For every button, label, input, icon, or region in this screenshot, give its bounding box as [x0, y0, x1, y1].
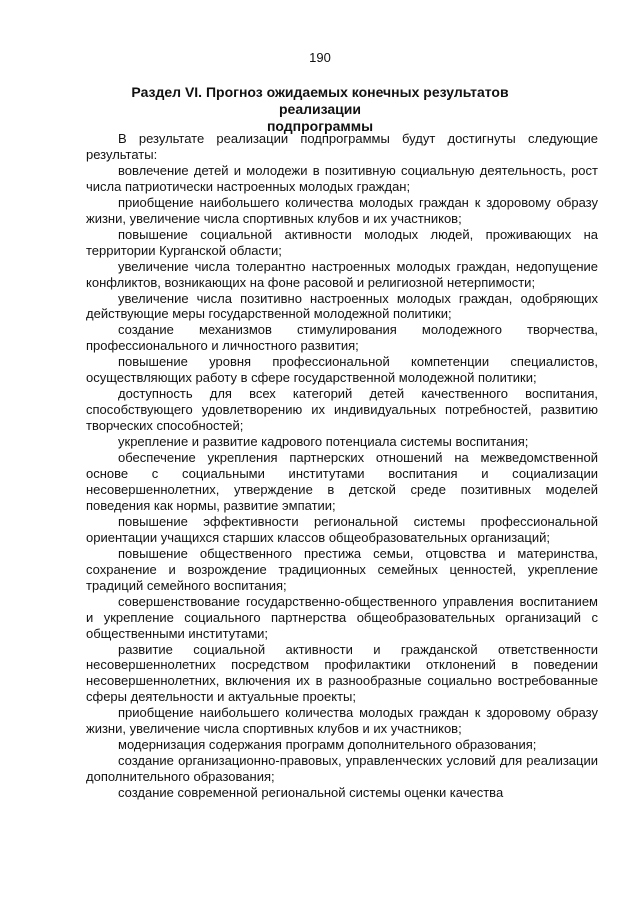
paragraph: приобщение наибольшего количества молодых граждан к здоровому образу жизни, увеличение числа спортивных клубов и их участников;: [86, 705, 598, 737]
section-heading-line: Раздел VI. Прогноз ожидаемых конечных результатов реализации: [131, 84, 509, 117]
paragraph: модернизация содержания программ дополнительного образования;: [118, 737, 537, 753]
paragraph: совершенствование государственно-общественного управления воспитанием и укрепление социального партнерства общеобразовательных организаций с общественными институтами;: [86, 593, 598, 641]
paragraph: повышение уровня профессиональной компетенции специалистов, осуществляющих работу в сфере государственной молодежной политики;: [86, 354, 598, 386]
section-heading-line: подпрограммы: [266, 118, 374, 134]
paragraph: повышение социальной активности молодых людей, проживающих на территории Курганской области;: [86, 226, 598, 258]
paragraph: В результате реализации подпрограммы будут достигнуты следующие результаты:: [86, 131, 598, 162]
paragraph: укрепление и развитие кадрового потенциала системы воспитания;: [118, 434, 529, 450]
paragraph: увеличение числа толерантно настроенных молодых граждан, недопущение конфликтов, возникающих на фоне расовой и религиозной нетерпимости;: [86, 258, 598, 290]
section-heading: [90, 84, 550, 135]
paragraph: повышение общественного престижа семьи, отцовства и материнства, сохранение и возрождение традиционных семейных ценностей, укрепление традиций семейного воспитания;: [86, 545, 598, 593]
paragraph: увеличение числа позитивно настроенных молодых граждан, одобряющих действующие меры государственной молодежной политики;: [86, 290, 598, 322]
page-number: 190: [309, 50, 331, 65]
paragraph: повышение эффективности региональной системы профессиональной ориентации учащихся старших классов общеобразовательных организаций;: [86, 513, 598, 545]
paragraph: создание механизмов стимулирования молодежного творчества, профессионального и личностного развития;: [86, 322, 598, 354]
paragraph: создание организационно-правовых, управленческих условий для реализации дополнительного образования;: [86, 753, 598, 785]
paragraph: вовлечение детей и молодежи в позитивную социальную деятельность, рост числа патриотически настроенных молодых граждан;: [86, 162, 598, 194]
paragraph: создание современной региональной системы оценки качества: [118, 785, 504, 801]
paragraph: доступность для всех категорий детей качественного воспитания, способствующего удовлетворению их индивидуальных потребностей, развитию творческих способностей;: [86, 386, 598, 434]
document-body: [86, 131, 598, 801]
paragraph: развитие социальной активности и гражданской ответственности несовершеннолетних посредством профилактики отклонений в поведении несовершеннолетних, включения их в разнообразные социально востребованные сферы деятельности и актуальные проекты;: [86, 641, 598, 705]
paragraph: обеспечение укрепления партнерских отношений на межведомственной основе с социальными институтами воспитания и социализации несовершеннолетних, утверждение в детской среде позитивных моделей поведения как нормы, развитие эмпатии;: [86, 450, 598, 513]
paragraph: приобщение наибольшего количества молодых граждан к здоровому образу жизни, увеличение числа спортивных клубов и их участников;: [86, 194, 598, 226]
